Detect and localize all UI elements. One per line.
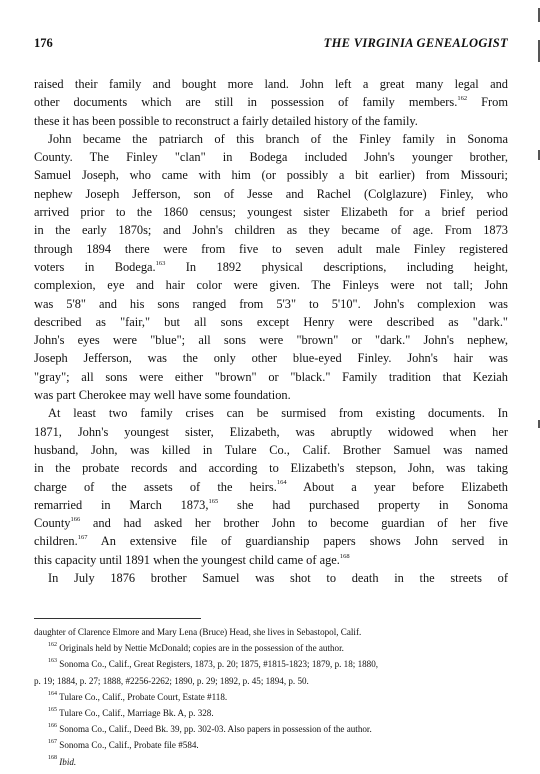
footnote-text: p. 19; 1884, p. 27; 1888, #2256-2262; 1890, p. 29; 1892, p. 45; 1894, p. 50. [34, 675, 309, 686]
body-line [34, 459, 508, 477]
body-line-text: County. The Finley "clan" in Bodega included John's younger brother, [34, 150, 508, 165]
body-line [34, 478, 508, 496]
body-line-text: nephew Joseph Jefferson, son of Jesse and Rachel (Colglazure) Finley, who [34, 186, 508, 201]
body-line [34, 386, 508, 404]
body-line-text: this capacity until 1891 when the youngest child came of age. [34, 552, 340, 567]
body-line [34, 166, 508, 184]
body-line [34, 148, 508, 166]
footnote [34, 737, 508, 753]
body-line [34, 569, 508, 587]
body-line-text-after: In 1892 physical descriptions, including height, [165, 259, 508, 274]
footnote-mark: 166 [48, 723, 57, 730]
footnote [34, 689, 508, 705]
body-line-text: remarried in March 1873, [34, 497, 209, 512]
footnote-reference: 165 [208, 497, 219, 505]
body-line [34, 185, 508, 203]
body-line [34, 368, 508, 386]
footnotes [34, 624, 508, 770]
footnote-mark: 162 [48, 642, 57, 649]
body-line-text: "gray"; all sons were either "brown" or "black." Family tradition that Keziah [34, 369, 508, 384]
body-line-text: was 5'8" and his sons ranged from 5'3" to 5'10". John's complexion was [34, 296, 508, 311]
footnote-reference: 167 [77, 534, 88, 542]
body-line-text: At least two family crises can be surmised from existing documents. In [48, 406, 508, 421]
footnote-divider [34, 618, 201, 619]
body-line-text-after: An extensive file of guardianship papers shows John served in [87, 534, 508, 549]
body-line-text-after: and had asked her brother John to become guardian of her five [80, 516, 508, 531]
footnote-text: Sonoma Co., Calif., Deed Bk. 39, pp. 302-03. Also papers in possession of the author. [57, 724, 372, 735]
body-line [34, 423, 508, 441]
footnote [34, 640, 508, 656]
body-line [34, 258, 508, 276]
body-line-text: 1871, John's youngest sister, Elizabeth, was abruptly widowed when her [34, 424, 508, 439]
body-line-text: In July 1876 brother Samuel was shot to death in the streets of [48, 571, 508, 586]
footnote-reference: 162 [457, 95, 468, 103]
body-line [34, 240, 508, 258]
body-text [34, 75, 508, 587]
body-line [34, 75, 508, 93]
body-line-text: voters in Bodega. [34, 259, 156, 274]
body-line-text: John became the patriarch of this branch of the Finley family in Sonoma [48, 131, 508, 146]
footnote-text: Originals held by Nettie McDonald; copies are in the possession of the author. [57, 643, 344, 654]
footnote-text: Sonoma Co., Calif., Great Registers, 1873, p. 20; 1875, #1815-1823; 1879, p. 18; 1880, [57, 659, 379, 670]
body-line-text: was part Cherokee may well have some foundation. [34, 388, 291, 403]
body-line-text: County [34, 516, 71, 531]
body-line-text-after: she had purchased property in Sonoma [218, 497, 508, 512]
body-line-text: in the probate records and according to Elizabeth's stepson, John, was taking [34, 461, 508, 476]
body-line-text: Joseph Jefferson, was the only other blue-eyed Finley. John's hair was [34, 351, 508, 366]
body-line-text: in the early 1870s; and John's children as they became of age. From 1873 [34, 223, 508, 238]
body-line-text: other documents which are still in possession of family members. [34, 95, 458, 110]
footnote-mark: 168 [48, 755, 57, 762]
body-line [34, 93, 508, 111]
body-line [34, 221, 508, 239]
body-line-text: raised their family and bought more land. John left a great many legal and [34, 77, 508, 91]
body-line [34, 441, 508, 459]
body-line [34, 551, 508, 569]
footnote-mark: 164 [48, 690, 57, 697]
body-line-text: through 1894 there were from five to seven adult male Finley registered [34, 241, 508, 256]
footnote-mark: 163 [48, 658, 57, 665]
footnote [34, 721, 508, 737]
footnote [34, 656, 508, 672]
body-line-text-after: About a year before Elizabeth [286, 479, 508, 494]
body-line-text: charge of the assets of the heirs. [34, 479, 277, 494]
body-line [34, 496, 508, 514]
body-line [34, 532, 508, 550]
footnote-mark: 165 [48, 706, 57, 713]
body-line-text: described as "fair," but all sons except Henry were described as "dark." [34, 314, 508, 329]
page-number: 176 [34, 36, 53, 50]
body-line-text: husband, John, was killed in Tulare Co., Calif. Brother Samuel was named [34, 442, 508, 457]
footnote-mark: 167 [48, 739, 57, 746]
body-line [34, 276, 508, 294]
footnote-reference: 164 [276, 479, 287, 487]
footnote-reference: 163 [155, 259, 166, 267]
footnote-text: daughter of Clarence Elmore and Mary Lena (Bruce) Head, she lives in Sebastopol, Calif. [34, 627, 362, 637]
body-line [34, 404, 508, 422]
body-line [34, 313, 508, 331]
running-title: THE VIRGINIA GENEALOGIST [323, 36, 508, 50]
body-line-text: complexion, eye and hair color were given. The Finleys were not tall; John [34, 278, 508, 293]
body-line [34, 349, 508, 367]
body-line-text: children. [34, 534, 78, 549]
body-line-text: these it has been possible to reconstruct a fairly detailed history of the family. [34, 113, 418, 128]
footnote-text: Ibid. [57, 756, 77, 767]
footnote-reference: 166 [70, 516, 81, 523]
body-line-text: John's eyes were "blue"; all sons were "brown" or "dark." John's nephew, [34, 333, 508, 348]
body-line-text: arrived prior to the 1860 census; youngest sister Elizabeth for a brief period [34, 205, 508, 220]
footnote-text: Sonoma Co., Calif., Probate file #584. [57, 740, 199, 751]
body-line [34, 295, 508, 313]
body-line [34, 203, 508, 221]
body-line [34, 112, 508, 130]
footnote [34, 705, 508, 721]
footnote-text: Tulare Co., Calif., Probate Court, Estate #118. [57, 691, 228, 702]
footnote [34, 673, 508, 689]
body-line-text-after: From [467, 95, 508, 110]
body-line [34, 514, 508, 532]
body-line-text: Samuel Joseph, who came with him (or possibly a bit earlier) from Missouri; [34, 168, 508, 183]
footnote [34, 624, 508, 640]
page-header [34, 36, 508, 56]
body-line [34, 130, 508, 148]
body-line [34, 331, 508, 349]
footnote-text: Tulare Co., Calif., Marriage Bk. A, p. 328. [57, 707, 214, 718]
footnote-reference: 168 [339, 552, 350, 560]
footnote [34, 754, 508, 770]
